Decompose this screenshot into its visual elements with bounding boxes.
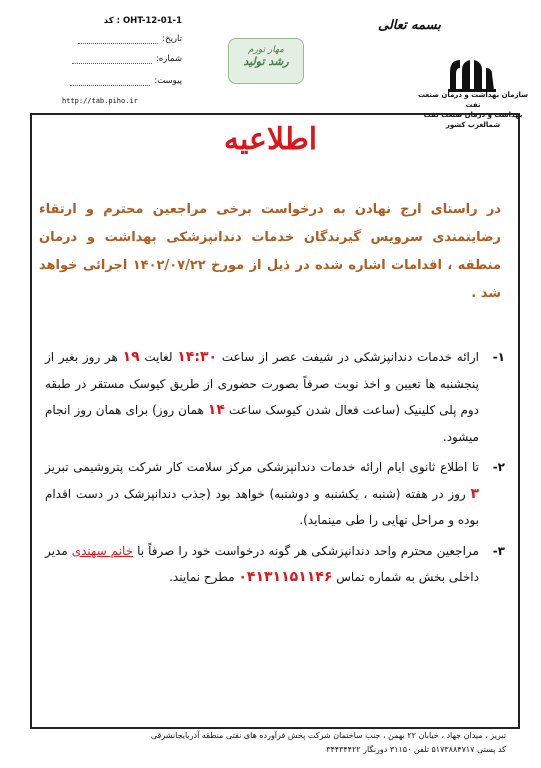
footer-address	[36, 729, 506, 757]
org-line-2: بهداشت و درمان صنعت نفت شمالغرب کشور	[423, 111, 523, 129]
item-text: لغایت	[139, 350, 178, 364]
attachment-label: پیوست:	[154, 76, 182, 86]
list-item-2	[45, 454, 505, 534]
date-label: تاریخ:	[162, 34, 182, 44]
intro-paragraph: در راستای ارج نهادن به درخواست برخی مراجعین محترم و ارتقاء رضایتمندی سرویس گیرندگان خدمات دندانپزشکی بهداشت و درمان منطقه ، اقدامات اشاره شده در ذیل از مورخ ۱۴۰۲/۰۷/۲۲ اجرائی خواهد شد .	[39, 202, 502, 301]
footer-line-2: کد پستی ۵۱۷۳۸۸۴۷۱۷ تلفن ۳۱۱۵۰ دورنگار ۳۴۴۳۴۴۲۲	[326, 745, 506, 754]
contact-name: خانم سهندی	[71, 543, 134, 558]
item-number: ۲-	[492, 460, 505, 474]
number-row	[72, 54, 182, 64]
days-count: ۳	[470, 485, 479, 502]
item-number: ۱-	[492, 350, 505, 364]
item-text: روز در هفته (شنبه ، یکشنبه و دوشنبه) خواهد بود (جذب دندانپزشک در دست اقدام بوده و مراحل نهایی را طی مینماید).	[45, 486, 479, 527]
list-item-1	[45, 344, 505, 450]
besmellah-text: بسمه تعالی	[378, 18, 441, 33]
date-dots	[78, 35, 158, 44]
website-url: http://tab.piho.ir	[62, 97, 138, 105]
contact-phone: ۰۴۱۳۱۱۵۱۱۴۶	[238, 569, 333, 585]
number-dots	[72, 55, 152, 64]
attachment-row	[70, 76, 182, 86]
date-row	[78, 34, 182, 44]
item-text: مطرح نمایند.	[169, 570, 239, 584]
seal-line-1: مهار تورم	[248, 45, 284, 55]
document-code: OHT-12-01-1 : کد	[103, 16, 182, 26]
item-text: مدیر داخلی بخش به شماره تماس	[45, 543, 479, 584]
slogan-seal	[228, 38, 304, 84]
item-text: همان روز) برای همان روز انجام میشود.	[45, 403, 479, 444]
item-text: ارائه خدمات دندانپزشکی در شیفت عصر از ساعت	[217, 350, 480, 364]
item-text: تا اطلاع ثانوی ایام ارائه خدمات دندانپزشکی مرکز سلامت کار شرکت پتروشیمی تبریز	[45, 460, 479, 474]
footer-line-1: تبریز ، میدان جهاد ، خیابان ۲۲ بهمن ، جنب ساختمان شرکت پخش فرآورده های نفتی منطقه آذربایجانشرقی	[150, 731, 506, 740]
announcement-title: اطلاعیه	[223, 122, 318, 157]
start-time: ۱۴:۳۰	[177, 349, 218, 365]
org-line-1: سازمان بهداشت و درمان صنعت نفت	[417, 91, 529, 109]
item-text: هر روز بغیر از پنجشنبه ها تعیین و اخذ نوبت صرفاً بصورت حضوری از طریق کیوسک مستقر در طبقه دوم پلی کلینیک (ساعت فعال شدن کیوسک ساعت	[45, 350, 480, 417]
number-label: شماره:	[155, 54, 182, 64]
item-number: ۳-	[492, 543, 505, 558]
oil-company-logo-icon	[446, 56, 498, 92]
list-item-3	[45, 538, 505, 591]
seal-line-2: رشد تولید	[243, 55, 289, 68]
end-hour: ۱۹	[122, 349, 140, 365]
item-text: مراجعین محترم واحد دندانپزشکی هر گونه درخواست خود را صرفاً با	[133, 543, 479, 558]
kiosk-hour: ۱۴	[207, 402, 225, 418]
announcement-items	[45, 344, 505, 595]
attachment-dots	[70, 77, 150, 86]
